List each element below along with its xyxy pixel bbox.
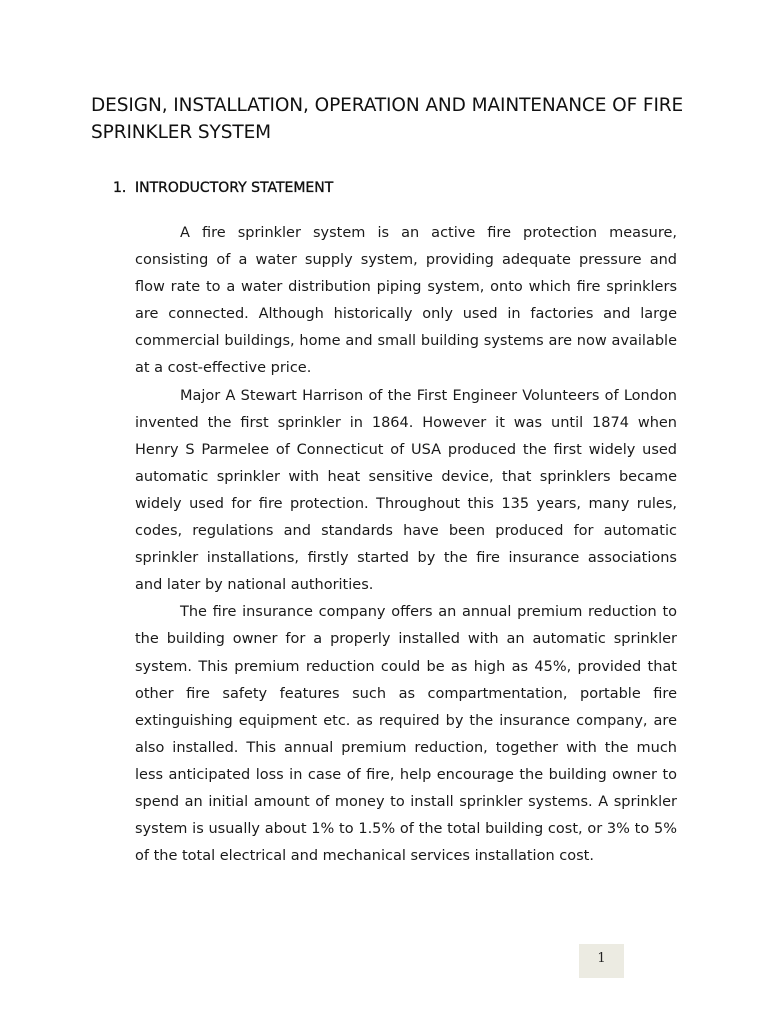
page-number: 1 [597,950,606,966]
paragraph-2: Major A Stewart Harrison of the First Engineer Volunteers of London invented the first sprinkler in 1864. However it was until 1874 when Henry S Parmelee of Connecticut of USA produced the first widely used automatic sprinkler with heat sensitive device, that sprinklers became widely used for fire protection. Throughout this 135 years, many rules, codes, regulations and standards have been produced for automatic sprinkler installations, firstly started by the fire insurance associations and later by national authorities. [135,387,677,594]
body-text [135,220,677,870]
paragraph-1: A fire sprinkler system is an active fire protection measure, consisting of a water supply system, providing adequate pressure and flow rate to a water distribution piping system, onto which fire sprinklers are connected. Although historically only used in factories and large commercial buildings, home and small building systems are now available at a cost-effective price. [135,225,677,377]
paragraph-3: The fire insurance company offers an annual premium reduction to the building owner for a properly installed with an automatic sprinkler system. This premium reduction could be as high as 45%, provided that other fire safety features such as compartmentation, portable fire extinguishing equipment etc. as required by the insurance company, are also installed. This annual premium reduction, together with the much less anticipated loss in case of fire, help encourage the building owner to spend an initial amount of money to install sprinkler systems. A sprinkler system is usually about 1% to 1.5% of the total building cost, or 3% to 5% of the total electrical and mechanical services installation cost. [135,604,677,865]
section-heading-text: INTRODUCTORY STATEMENT [135,180,334,196]
page-number-box [579,944,624,978]
section-heading [113,178,333,198]
section-number: 1. [113,180,127,196]
document-title: DESIGN, INSTALLATION, OPERATION AND MAINTENANCE OF FIRE SPRINKLER SYSTEM [91,95,684,143]
